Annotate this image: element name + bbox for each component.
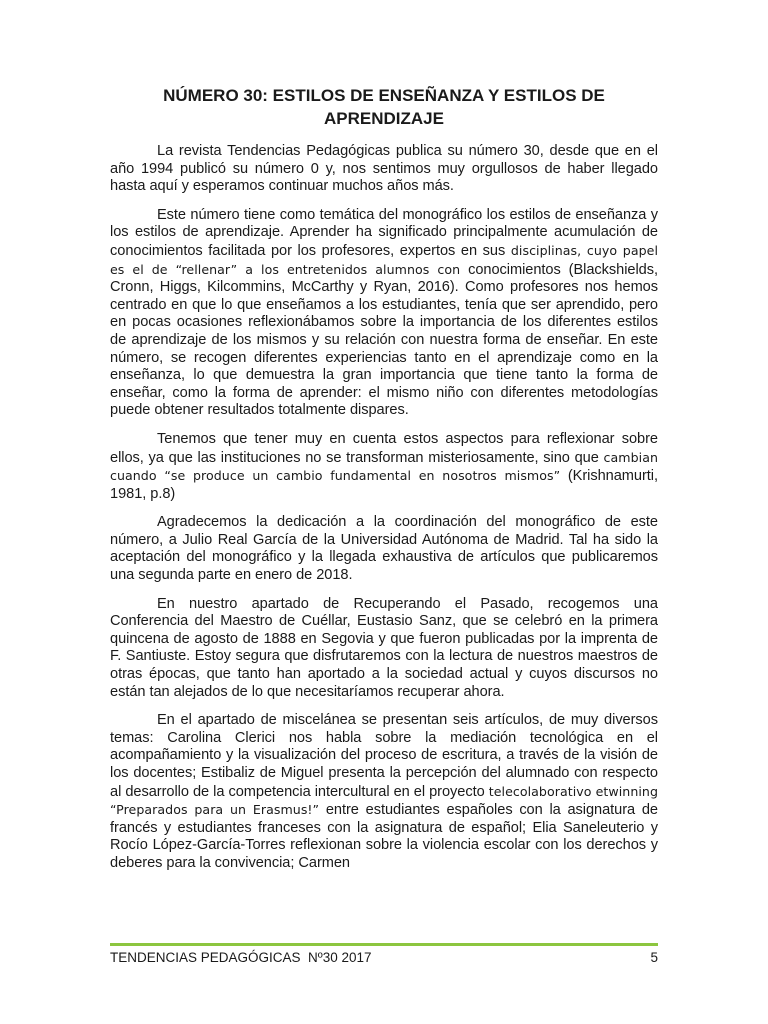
- paragraph-theme-text-a: Este número tiene como temática del monográfico los estilos de enseñanza y los estilos de aprendizaje. Aprender ha significado principalmente acumulación de conocimientos facilitada por los profesores, expertos en sus: [110, 206, 658, 259]
- paragraph-reflection: [110, 431, 658, 503]
- paragraph-thanks-text: Agradecemos la dedicación a la coordinación del monográfico de este número, a Julio Real García de la Universidad Autónoma de Madrid. Tal ha sido la aceptación del monográfico y la llegada exhaustiva de artículos que publicaremos una segunda parte en enero de 2018.: [110, 514, 658, 584]
- paragraph-reflection-quote: cambian cuando “se produce un cambio fundamental en nosotros mismos”: [110, 449, 658, 484]
- paragraph-miscellany: [110, 712, 658, 872]
- paragraph-miscellany-quote: telecolaborativo etwinning “Preparados para un Erasmus!”: [110, 783, 658, 818]
- paragraph-theme-text-b: conocimientos (Blackshields, Cronn, Higgs, Kilcommins, McCarthy y Ryan, 2016). Como profesores nos hemos centrado en que lo que enseñamos a los estudiantes, tenía que ser aprendido, pero en pocas ocasiones reflexionábamos sobre la importancia de los diferentes estilos de aprendizaje de los mismos y su relación con nuestra forma de enseñar. En este número, se recogen diferentes experiencias tanto en el aprendizaje como en la enseñanza, lo que demuestra la gran importancia que tiene tanto la forma de enseñar, como la forma de aprender: el mismo niño con diferentes metodologías puede obtener resultados totalmente dispares.: [110, 261, 658, 419]
- footer-page-number: 5: [650, 950, 658, 965]
- footer-divider: [110, 943, 658, 946]
- article-title: NÚMERO 30: ESTILOS DE ENSEÑANZA Y ESTILOS DE APRENDIZAJE: [163, 86, 605, 128]
- footer-journal: TENDENCIAS PEDAGÓGICAS Nº30 2017: [110, 950, 372, 965]
- paragraph-intro: [110, 143, 658, 196]
- paragraph-theme-quote: disciplinas, cuyo papel es el de “rellenar” a los entretenidos alumnos con: [110, 242, 658, 277]
- paragraph-past: [110, 596, 658, 702]
- paragraph-intro-text: La revista Tendencias Pedagógicas publica su número 30, desde que en el año 1994 publicó su número 0 y, nos sentimos muy orgullosos de haber llegado hasta aquí y esperamos continuar muchos años más.: [110, 143, 658, 195]
- paragraph-miscellany-text-a: En el apartado de miscelánea se presentan seis artículos, de muy diversos temas: Carolina Clerici nos habla sobre la mediación tecnológica en el acompañamiento y la visualización del proceso de escritura, a través de la visión de los docentes; Estibaliz de Miguel presenta la percepción del alumnado con respecto al desarrollo de la competencia intercultural en el proyecto: [110, 712, 658, 800]
- paragraph-reflection-text-b: (Krishnamurti, 1981, p.8): [110, 468, 658, 502]
- article-body: [110, 143, 658, 884]
- paragraph-past-text: En nuestro apartado de Recuperando el Pasado, recogemos una Conferencia del Maestro de Cuéllar, Eustasio Sanz, que se celebró en la primera quincena de agosto de 1888 en Segovia y que fueron publicadas por la imprenta de F. Santiuste. Estoy segura que disfrutaremos con la lectura de nuestros maestros de otras épocas, que tanto han aportado a la sociedad actual y cuyos discursos no están tan alejados de lo que necesitaríamos recuperar ahora.: [110, 595, 658, 700]
- paragraph-thanks: [110, 514, 658, 584]
- paragraph-reflection-text-a: Tenemos que tener muy en cuenta estos aspectos para reflexionar sobre ellos, ya que las instituciones no se transforman misteriosamente, sino que: [110, 430, 658, 466]
- paragraph-miscellany-text-b: entre estudiantes españoles con la asignatura de francés y estudiantes franceses con la asignatura de español; Elia Saneleuterio y Rocío López-García-Torres reflexionan sobre la violencia escolar con los derechos y deberes para la convivencia; Carmen: [110, 802, 658, 871]
- paragraph-theme: [110, 207, 658, 420]
